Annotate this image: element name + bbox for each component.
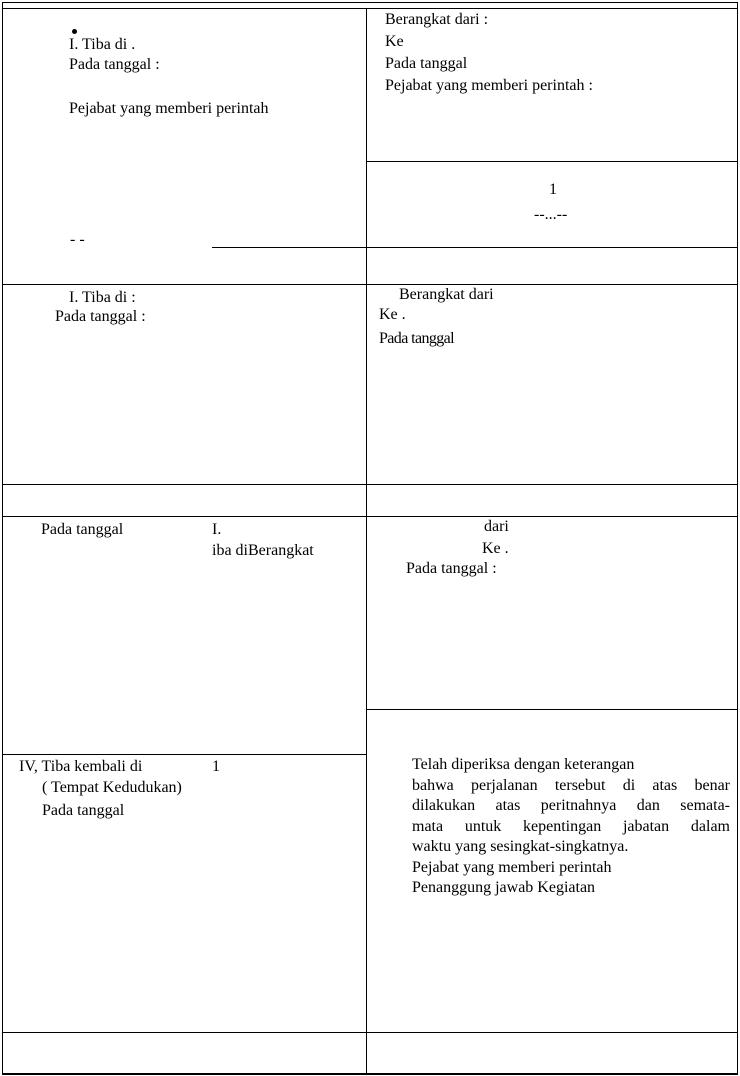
section1-left-heading: I. Tiba di . <box>69 36 136 53</box>
section2-left-date: Pada tanggal : <box>55 308 146 325</box>
section2-sign-line <box>2 484 738 485</box>
section1-right-sign: --...-- <box>534 206 568 223</box>
statement-line-5: waktu yang sesingkat-singkatnya. <box>412 838 629 855</box>
section2-right-from: Berangkat dari <box>399 286 494 303</box>
section1-right-number: 1 <box>549 181 557 198</box>
bottom-border <box>2 1073 738 1075</box>
left-line-section4-top <box>2 754 367 755</box>
section1-right-from: Berangkat dari : <box>385 11 489 28</box>
section3-right-from: dari <box>484 518 509 535</box>
section4-right-official: Pejabat yang memberi perintah <box>412 858 612 876</box>
left-border <box>2 2 3 1075</box>
section3-left-date: Pada tanggal <box>41 521 124 538</box>
section1-right-to: Ke <box>385 33 404 50</box>
section1-right-date: Pada tanggal <box>385 55 468 72</box>
bullet-dot <box>72 29 77 34</box>
section2-bottom-line <box>2 516 738 517</box>
top-border-inner <box>2 8 738 9</box>
section1-left-date: Pada tanggal : <box>69 56 160 73</box>
right-line-section1-mid <box>366 161 738 162</box>
section4-left-date: Pada tanggal <box>42 802 125 819</box>
section3-right-date: Pada tanggal : <box>406 560 497 577</box>
section2-right-to: Ke . <box>379 306 406 323</box>
top-border <box>2 2 738 3</box>
statement-line-4: mata untuk kepentingan jabatan dalam <box>412 817 730 835</box>
section4-left-heading: IV, Tiba kembali di <box>19 758 143 775</box>
section1-right-official: Pejabat yang memberi perintah : <box>385 77 593 94</box>
section1-left-sign: - - <box>70 231 85 248</box>
signature-line-section1 <box>212 247 738 248</box>
section1-left-official: Pejabat yang memberi perintah <box>69 100 269 117</box>
center-divider <box>366 8 367 1074</box>
right-border <box>737 2 738 1075</box>
right-line-section3-mid <box>366 709 738 710</box>
section4-right-responsible: Penanggung jawab Kegiatan <box>412 879 596 896</box>
section2-right-date: Pada tanggal <box>379 330 454 347</box>
section3-left-label: iba diBerangkat <box>212 542 314 559</box>
section3-left-roman: I. <box>212 521 222 538</box>
section4-left-place: ( Tempat Kedudukan) <box>42 779 182 796</box>
section4-sign-line <box>2 1032 738 1033</box>
section4-left-number: 1 <box>212 758 220 775</box>
statement-line-1: Telah diperiksa dengan keterangan <box>412 756 635 773</box>
statement-line-3: dilakukan atas peritnahnya dan semata- <box>412 797 730 814</box>
section2-left-heading: I. Tiba di : <box>69 289 136 306</box>
section3-right-to: Ke . <box>482 540 509 557</box>
statement-line-2: bahwa perjalanan tersebut di atas benar <box>412 776 730 794</box>
section1-bottom-line <box>2 284 738 285</box>
verification-statement <box>412 755 730 899</box>
